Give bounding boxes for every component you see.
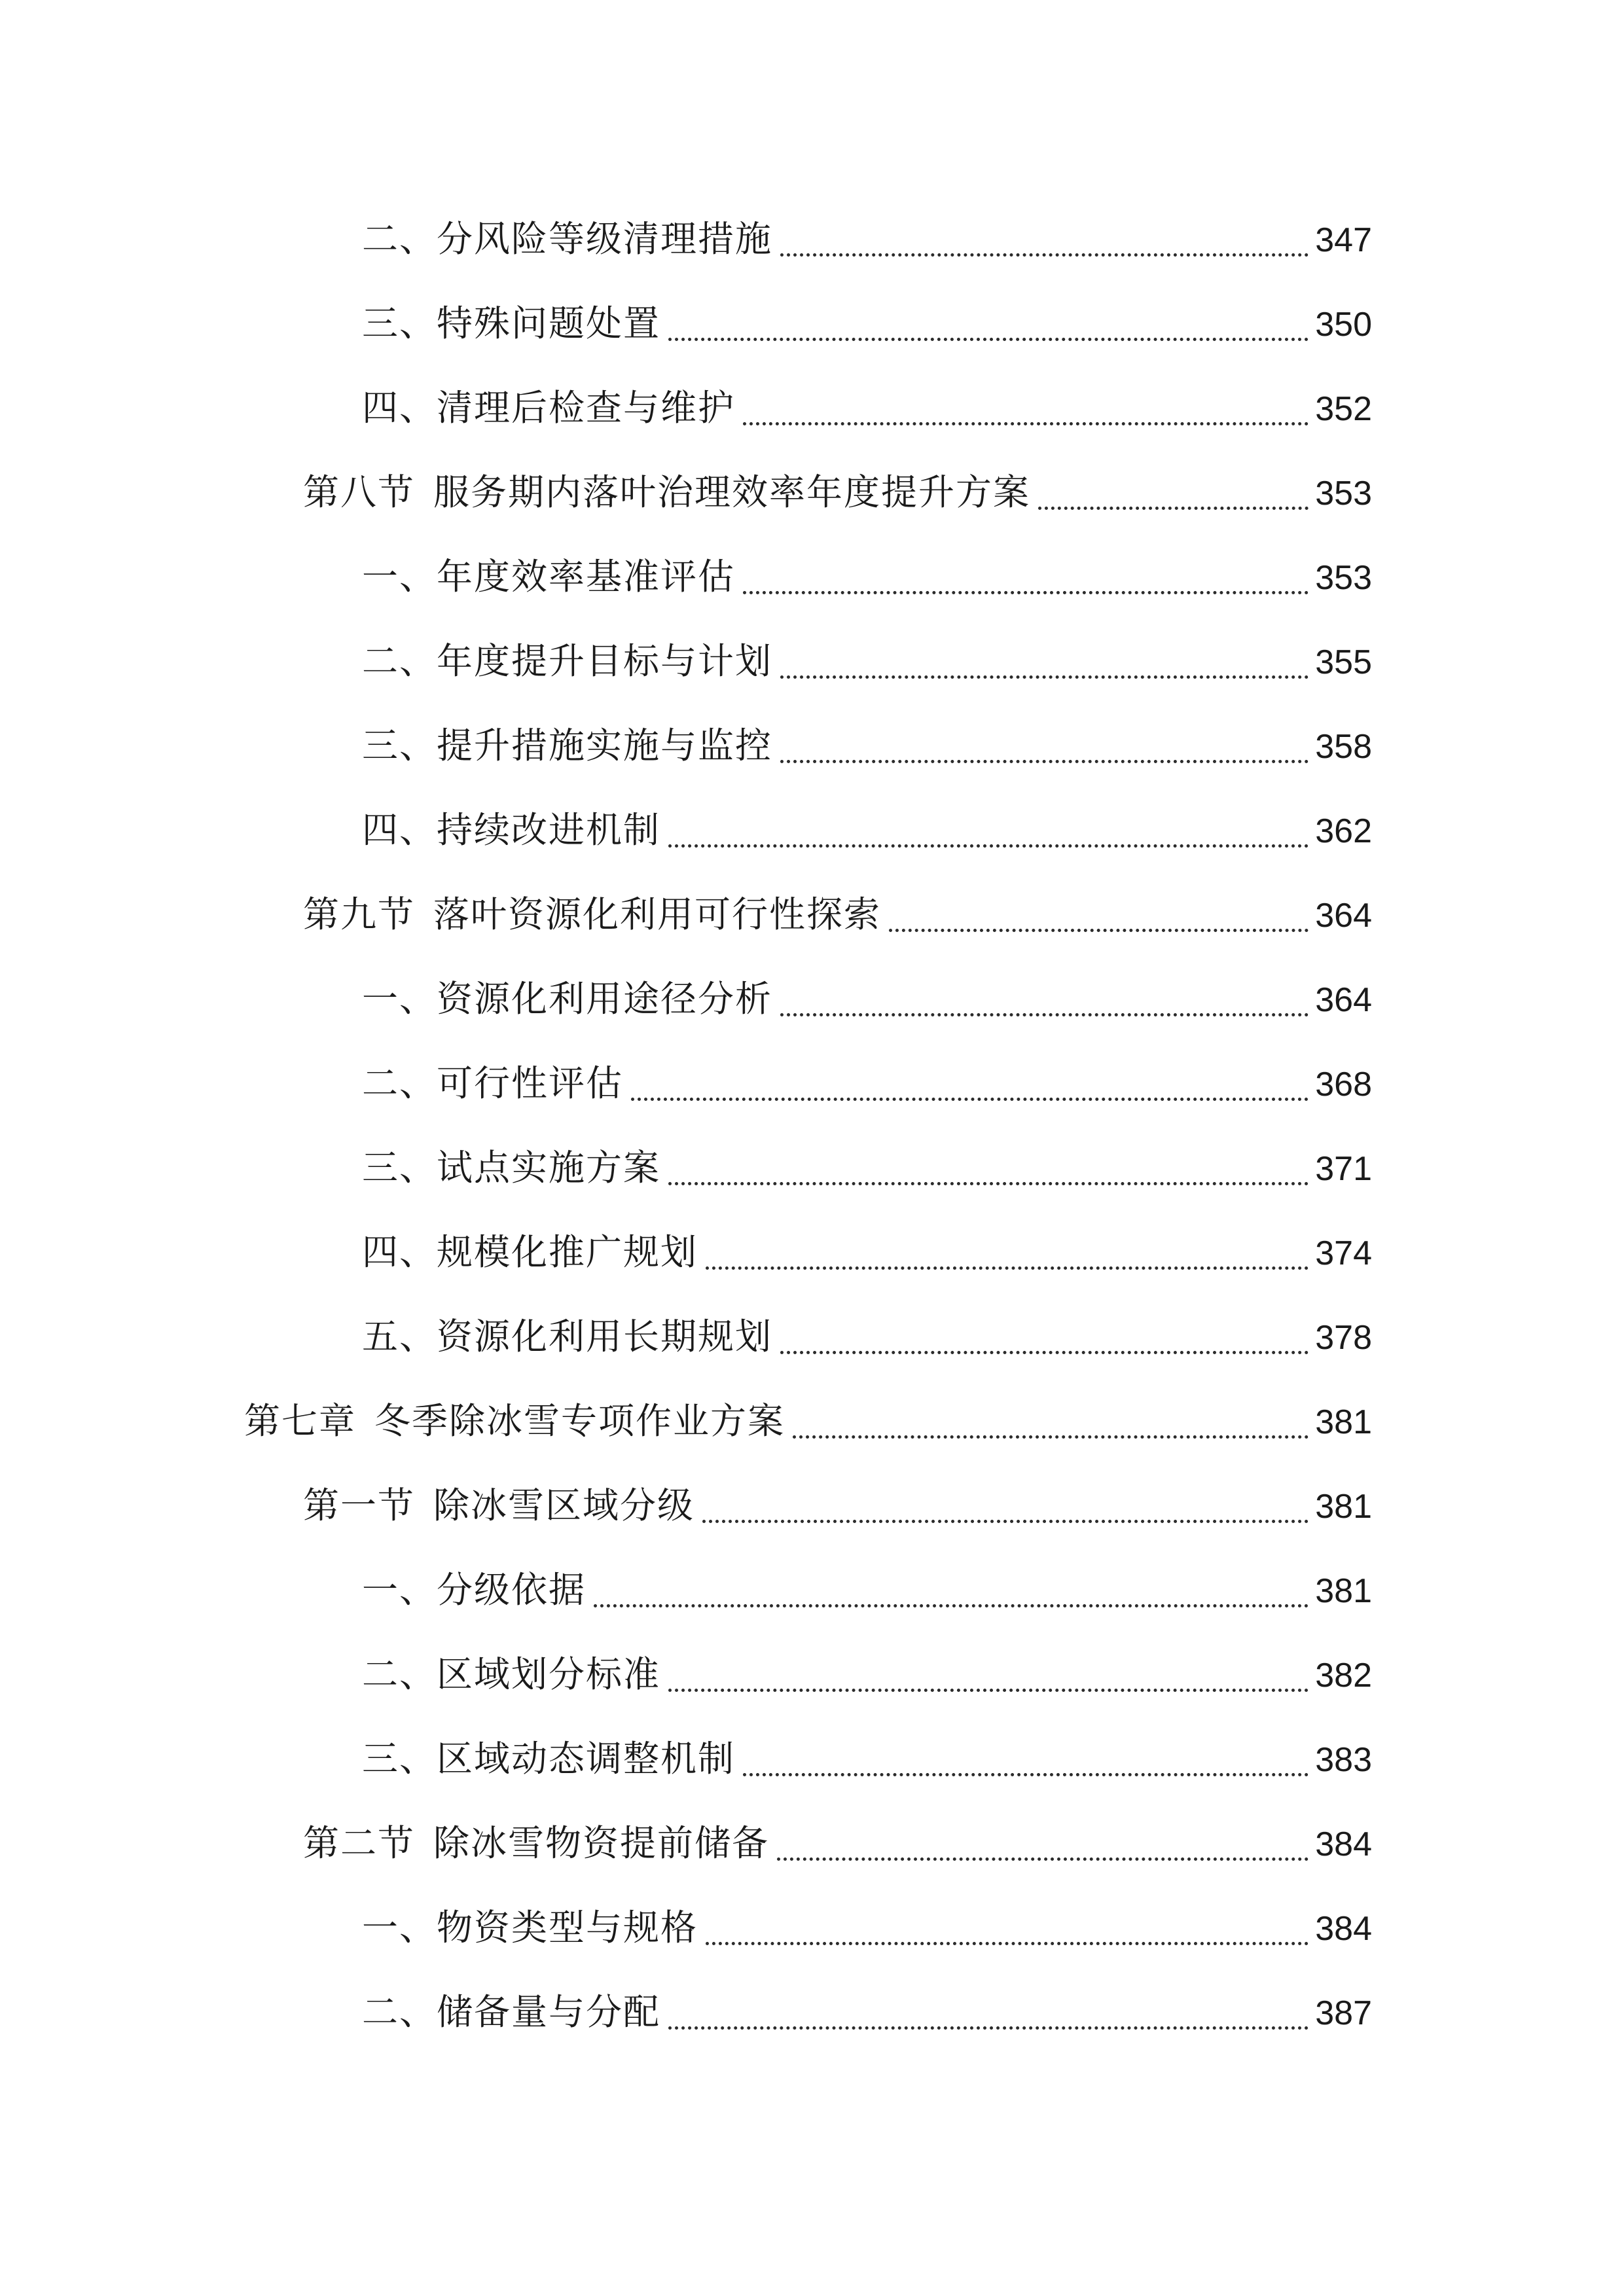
toc-dot-leader — [780, 1013, 1308, 1016]
toc-entry-title: 四、规模化推广规划 — [362, 1231, 698, 1273]
toc-page-number: 353 — [1315, 559, 1372, 597]
toc-entry[interactable] — [362, 1648, 1372, 1700]
toc-entry-title: 一、分级依据 — [362, 1569, 586, 1611]
toc-page-number: 383 — [1315, 1741, 1372, 1779]
toc-entry-title — [303, 888, 881, 941]
toc-page-number: 381 — [1315, 1488, 1372, 1526]
toc-entry-title: 二、分风险等级清理措施 — [362, 218, 773, 260]
toc-dot-leader — [777, 1857, 1308, 1861]
toc-page-number: 384 — [1315, 1910, 1372, 1948]
toc-entry-title: 三、特殊问题处置 — [362, 302, 661, 344]
toc-entry[interactable] — [244, 1395, 1372, 1447]
toc-page-number: 368 — [1315, 1066, 1372, 1103]
toc-entry[interactable] — [362, 635, 1372, 687]
toc-dot-leader — [668, 1182, 1308, 1185]
toc-page-number: 347 — [1315, 221, 1372, 259]
toc-section-title: 除冰雪物资提前储备 — [433, 1822, 770, 1864]
toc-entry-title: 二、年度提升目标与计划 — [362, 640, 773, 682]
toc-entry[interactable] — [303, 888, 1372, 941]
toc-entry[interactable] — [362, 550, 1372, 603]
toc-dot-leader — [780, 1351, 1308, 1354]
toc-section-label: 第二节 — [303, 1822, 416, 1864]
toc-dot-leader — [780, 760, 1308, 763]
toc-entry-title — [303, 466, 1030, 518]
toc-page-number: 371 — [1315, 1150, 1372, 1188]
toc-page-number: 374 — [1315, 1234, 1372, 1272]
toc-chapter-label: 第七章 — [244, 1400, 357, 1442]
toc-entry[interactable] — [362, 719, 1372, 772]
toc-dot-leader — [780, 253, 1308, 257]
toc-page-number: 381 — [1315, 1403, 1372, 1441]
toc-dot-leader — [668, 2026, 1308, 2030]
toc-entry[interactable] — [362, 213, 1372, 265]
toc-entry-title — [303, 1817, 769, 1869]
toc-section-title: 除冰雪区域分级 — [433, 1484, 695, 1526]
toc-page-number: 387 — [1315, 1994, 1372, 2032]
toc-dot-leader — [793, 1435, 1308, 1439]
toc-entry-title: 三、试点实施方案 — [362, 1147, 661, 1189]
toc-page-number: 358 — [1315, 728, 1372, 766]
toc-dot-leader — [743, 422, 1308, 425]
toc-page-number: 381 — [1315, 1572, 1372, 1610]
toc-entry-title: 四、清理后检查与维护 — [362, 387, 736, 429]
toc-section-title: 落叶资源化利用可行性探索 — [433, 893, 882, 935]
toc-dot-leader — [889, 929, 1308, 932]
toc-entry-title: 四、持续改进机制 — [362, 809, 661, 851]
toc-dot-leader — [702, 1520, 1308, 1523]
toc-entry-title: 一、物资类型与规格 — [362, 1907, 698, 1948]
toc-dot-leader — [1038, 507, 1308, 510]
toc-dot-leader — [668, 338, 1308, 341]
toc-entry-title: 三、区域动态调整机制 — [362, 1738, 736, 1780]
toc-page-number: 364 — [1315, 981, 1372, 1019]
toc-entry-title — [303, 1479, 695, 1532]
toc-entry-title: 二、可行性评估 — [362, 1062, 624, 1104]
toc-entry-title: 二、区域划分标准 — [362, 1653, 661, 1695]
toc-entry-title: 一、资源化利用途径分析 — [362, 978, 773, 1020]
toc-page-number: 362 — [1315, 812, 1372, 850]
toc-dot-leader — [631, 1098, 1308, 1101]
toc-entry-title: 五、资源化利用长期规划 — [362, 1316, 773, 1357]
toc-entry[interactable] — [303, 466, 1372, 518]
toc-dot-leader — [668, 1689, 1308, 1692]
toc-dot-leader — [743, 1773, 1308, 1776]
toc-entry[interactable] — [362, 297, 1372, 350]
toc-entry[interactable] — [303, 1479, 1372, 1532]
toc-entry[interactable] — [362, 1986, 1372, 2038]
toc-entry[interactable] — [362, 973, 1372, 1025]
toc-page-number: 364 — [1315, 897, 1372, 935]
toc-entry[interactable] — [303, 1817, 1372, 1869]
toc-entry-title: 一、年度效率基准评估 — [362, 556, 736, 598]
toc-page-number: 355 — [1315, 643, 1372, 681]
toc-page-number: 353 — [1315, 475, 1372, 512]
toc-entry[interactable] — [362, 1564, 1372, 1616]
toc-entry[interactable] — [362, 382, 1372, 434]
toc-page-number: 352 — [1315, 390, 1372, 428]
toc-entry[interactable] — [362, 1226, 1372, 1278]
toc-section-label: 第一节 — [303, 1484, 416, 1526]
toc-entry-title: 二、储备量与分配 — [362, 1991, 661, 2033]
toc-dot-leader — [706, 1942, 1308, 1945]
toc-entry-title — [244, 1395, 785, 1447]
toc-entry[interactable] — [362, 1057, 1372, 1109]
toc-entry-title: 三、提升措施实施与监控 — [362, 725, 773, 766]
toc-page-number: 350 — [1315, 306, 1372, 344]
toc-dot-leader — [706, 1266, 1308, 1270]
toc-page-number: 384 — [1315, 1825, 1372, 1863]
toc-page-number: 382 — [1315, 1657, 1372, 1695]
toc-entry[interactable] — [362, 804, 1372, 856]
toc-entry[interactable] — [362, 1310, 1372, 1363]
toc-section-title: 服务期内落叶治理效率年度提升方案 — [433, 471, 1031, 513]
toc-entry[interactable] — [362, 1141, 1372, 1194]
toc-dot-leader — [668, 844, 1308, 848]
toc-chapter-title: 冬季除冰雪专项作业方案 — [374, 1400, 785, 1442]
toc-dot-leader — [743, 591, 1308, 594]
toc-entry[interactable] — [362, 1732, 1372, 1785]
toc-page-number: 378 — [1315, 1319, 1372, 1357]
toc-entry[interactable] — [362, 1901, 1372, 1954]
toc-dot-leader — [594, 1604, 1308, 1607]
toc-section-label: 第八节 — [303, 471, 416, 513]
toc-dot-leader — [780, 675, 1308, 679]
toc-section-label: 第九节 — [303, 893, 416, 935]
